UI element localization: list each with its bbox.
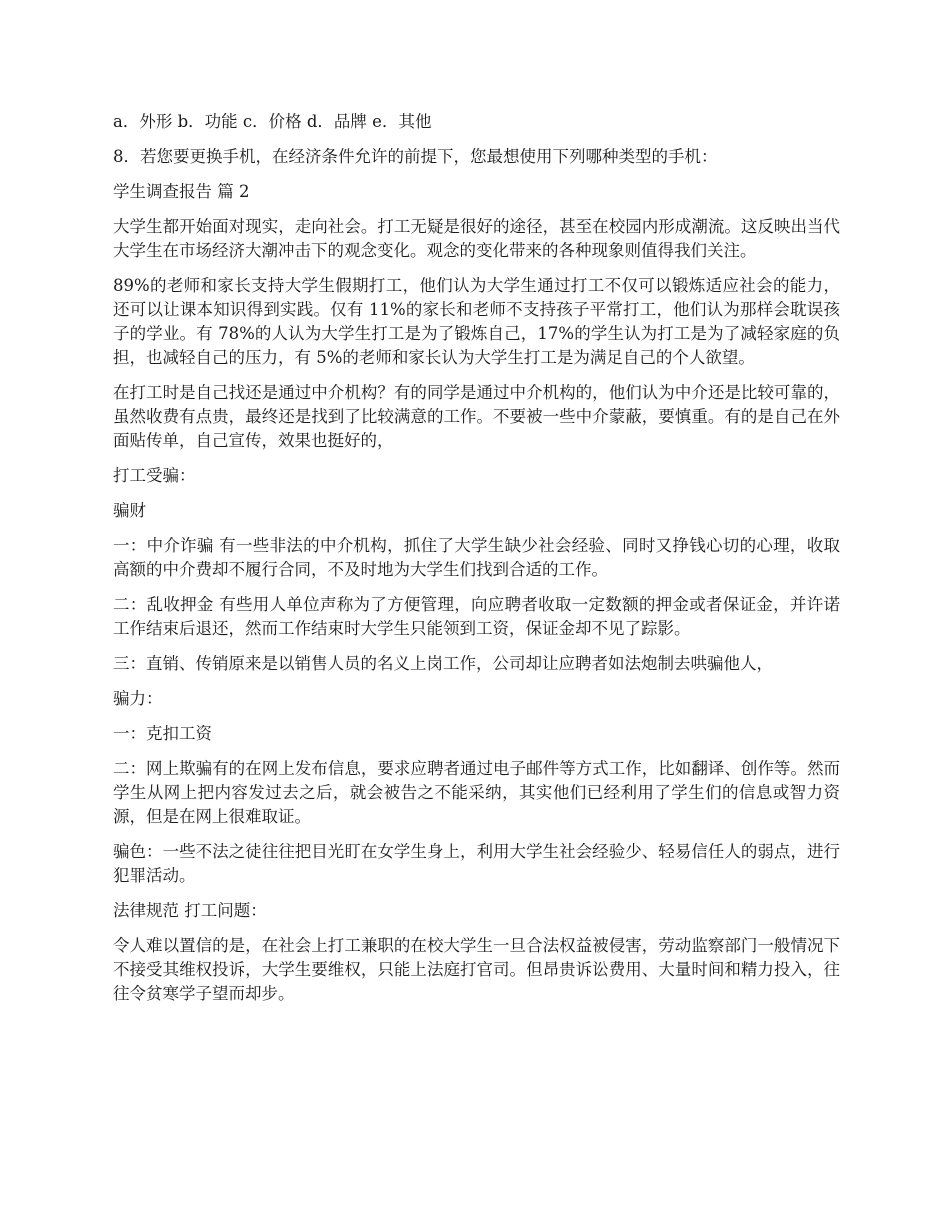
paragraph-wage-deduction: 一：克扣工资 — [113, 724, 212, 743]
paragraph-deposit-fraud: 二：乱收押金 有些用人单位声称为了方便管理，向应聘者收取一定数额的押金或者保证金，并许诺工作结束后退还，然而工作结束时大学生只能领到工资，保证金却不见了踪影。 — [113, 595, 840, 638]
paragraph-pyramid-selling: 三：直销、传销原来是以销售人员的名义上岗工作，公司却让应聘者如法炮制去哄骗他人， — [113, 654, 773, 673]
survey-options-line: a．外形 b．功能 c．价格 d．品牌 e．其他 — [113, 112, 432, 131]
paragraph-sexual-fraud: 骗色：一些不法之徒往往把目光盯在女学生身上，利用大学生社会经验少、轻易信任人的弱点，进行犯罪活动。 — [113, 842, 840, 885]
subheading-labor-fraud: 骗力： — [113, 689, 163, 708]
paragraph-intro: 大学生都开始面对现实，走向社会。打工无疑是很好的途径，甚至在校园内形成潮流。这反映出当代大学生在市场经济大潮冲击下的观念变化。观念的变化带来的各种现象则值得我们关注。 — [113, 217, 840, 260]
paragraph-statistics: 89%的老师和家长支持大学生假期打工，他们认为大学生通过打工不仅可以锻炼适应社会的能力，还可以让课本知识得到实践。仅有 11%的家长和老师不支持孩子平常打工，他们认为那样会耽误孩子的学业。有 78%的人认为大学生打工是为了锻炼自己，17%的学生认为打工是为了减轻家庭的负担，也减轻自己的压力，有 5%的老师和家长认为大学生打工是为满足自己的个人欲望。 — [113, 276, 840, 367]
subheading-fraud: 打工受骗： — [113, 466, 196, 485]
document-page — [113, 110, 840, 1017]
section-heading: 学生调查报告 篇 2 — [113, 182, 250, 201]
subheading-money-fraud: 骗财 — [113, 501, 146, 520]
paragraph-agency: 在打工时是自己找还是通过中介机构？有的同学是通过中介机构的，他们认为中介还是比较可靠的，虽然收费有点贵，最终还是找到了比较满意的工作。不要被一些中介蒙蔽，要慎重。有的是自己在外面贴传单，自己宣传，效果也挺好的， — [113, 383, 840, 450]
paragraph-agency-fraud: 一：中介诈骗 有一些非法的中介机构，抓住了大学生缺少社会经验、同时又挣钱心切的心理，收取高额的中介费却不履行合同，不及时地为大学生们找到合适的工作。 — [113, 536, 840, 579]
subheading-legal: 法律规范 打工问题： — [113, 901, 267, 920]
question-8: 8．若您要更换手机，在经济条件允许的前提下，您最想使用下列哪种类型的手机： — [113, 147, 718, 166]
paragraph-online-fraud: 二：网上欺骗有的在网上发布信息，要求应聘者通过电子邮件等方式工作，比如翻译、创作等。然而学生从网上把内容发过去之后，就会被告之不能采纳，其实他们已经利用了学生们的信息或智力资源，但是在网上很难取证。 — [113, 759, 840, 826]
paragraph-legal: 令人难以置信的是，在社会上打工兼职的在校大学生一旦合法权益被侵害，劳动监察部门一般情况下不接受其维权投诉，大学生要维权，只能上法庭打官司。但昂贵诉讼费用、大量时间和精力投入，往往令贫寒学子望而却步。 — [113, 936, 840, 1003]
